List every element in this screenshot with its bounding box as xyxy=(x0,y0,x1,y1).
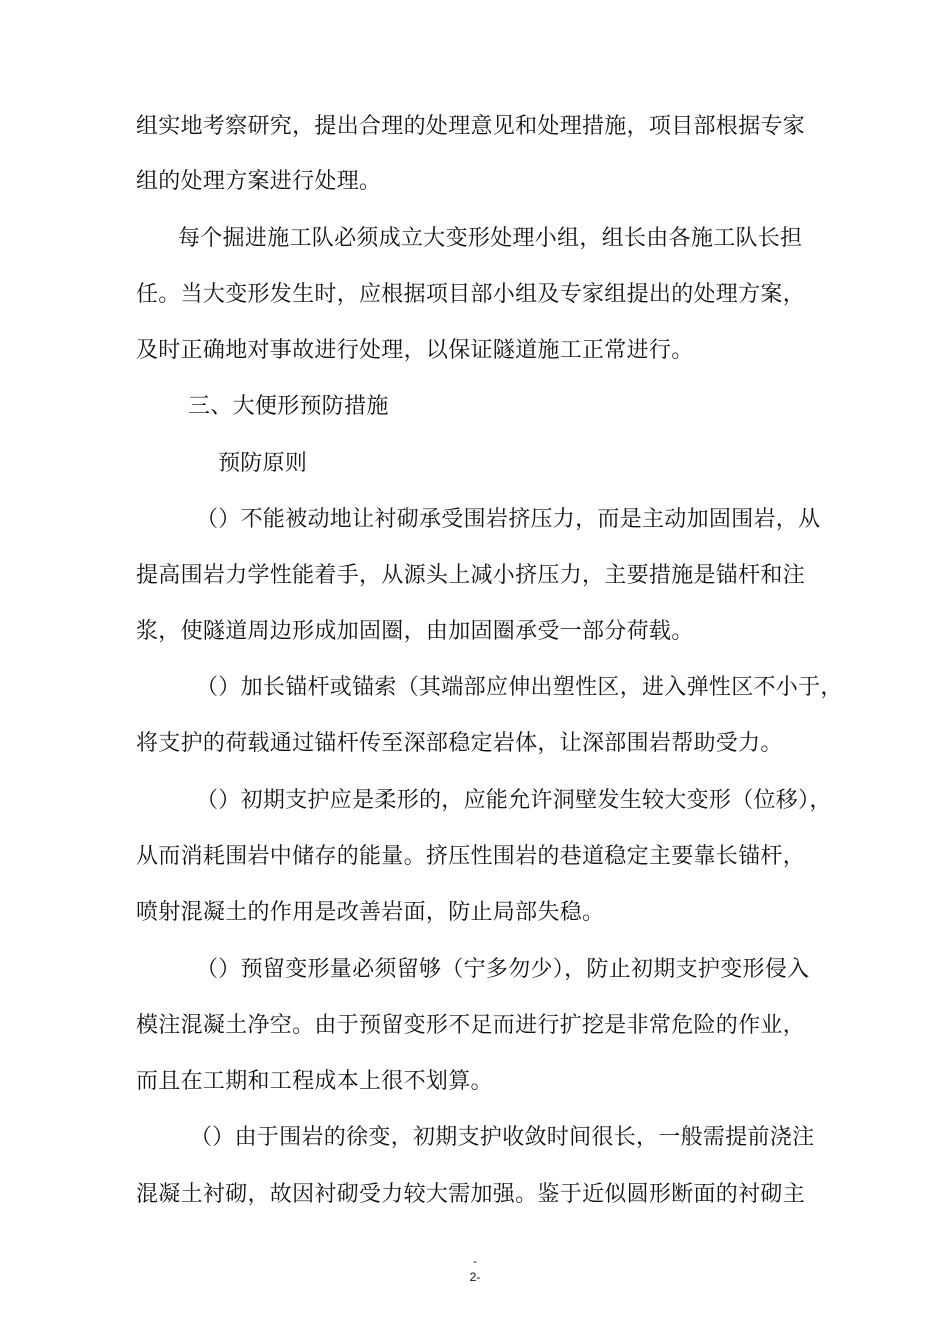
text-line: 喷射混凝土的作用是改善岩面，防止局部失稳。 xyxy=(136,900,605,925)
text-line: （）不能被动地让衬砌承受围岩挤压力，而是主动加固围岩，从 xyxy=(196,507,821,532)
text-line: 每个掘进施工队必须成立大变形处理小组，组长由各施工队长担 xyxy=(178,226,803,251)
text-line: 提高围岩力学性能着手，从源头上减小挤压力，主要措施是锚杆和注 xyxy=(136,563,806,588)
text-line: 从而消耗围岩中储存的能量。挤压性围岩的巷道稳定主要靠长锚杆， xyxy=(136,844,806,869)
text-line: 任。当大变形发生时，应根据项目部小组及专家组提出的处理方案， xyxy=(136,282,806,307)
subsection-heading: 预防原则 xyxy=(218,451,308,476)
text-line: 及时正确地对事故进行处理，以保证隧道施工正常进行。 xyxy=(136,338,694,363)
text-line: 浆，使隧道周边形成加固圈，由加固圈承受一部分荷载。 xyxy=(136,619,694,644)
text-line: （）加长锚杆或锚索（其端部应伸出塑性区，进入弹性区不小于， xyxy=(196,675,843,700)
section-heading: 三、大便形预防措施 xyxy=(188,394,389,419)
text-line: （）初期支护应是柔形的，应能允许洞壁发生较大变形（位移）， xyxy=(196,788,832,813)
text-line: 组实地考察研究，提出合理的处理意见和处理措施，项目部根据专家 xyxy=(136,114,806,139)
text-line: 组的处理方案进行处理。 xyxy=(136,169,382,194)
text-line: （）由于围岩的徐变，初期支护收敛时间很长，一般需提前浇注 xyxy=(190,1125,815,1150)
page-number: 2- xyxy=(469,1270,481,1284)
text-line: 而且在工期和工程成本上很不划算。 xyxy=(136,1069,493,1094)
text-line: 模注混凝土净空。由于预留变形不足而进行扩挖是非常危险的作业， xyxy=(136,1013,806,1038)
text-line: 混凝土衬砌，故因衬砌受力较大需加强。鉴于近似圆形断面的衬砌主 xyxy=(136,1182,806,1207)
text-line: 将支护的荷载通过锚杆传至深部稳定岩体，让深部围岩帮助受力。 xyxy=(136,731,783,756)
page-number-dash: - xyxy=(473,1254,477,1268)
text-line: （）预留变形量必须留够（宁多勿少），防止初期支护变形侵入 xyxy=(196,957,810,982)
